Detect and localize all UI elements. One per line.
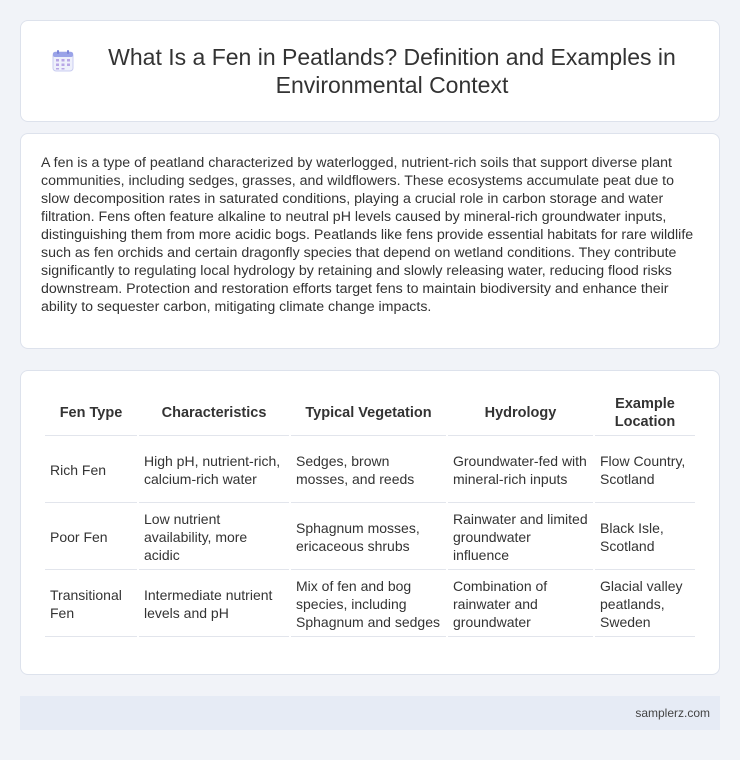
table-card (20, 370, 720, 675)
intro-paragraph: A fen is a type of peatland characterized by waterlogged, nutrient-rich soils that support diverse plant communities, including sedges, grasses, and wildflowers. These ecosystems accumulate peat due to slow decomposition rates in saturated conditions, playing a crucial role in carbon storage and water filtration. Fens often feature alkaline to neutral pH levels caused by mineral-rich groundwater inputs, distinguishing them from more acidic bogs. Peatlands like fens provide essential habitats for rare wildlife such as fen orchids and certain dragonfly species that depend on wetland conditions. They contribute significantly to regulating local hydrology by retaining and slowly releasing water, reducing flood risks downstream. Protection and restoration efforts target fens to maintain biodiversity and enhance their ability to sequester carbon, mitigating climate change impacts. (41, 155, 694, 315)
calendar-icon (51, 49, 75, 73)
cell-vegetation: Sedges, brown mosses, and reeds (291, 438, 446, 503)
intro-card (20, 133, 720, 349)
cell-characteristics: Low nutrient availability, more acidic (139, 505, 289, 570)
cell-hydrology: Groundwater-fed with mineral-rich inputs (448, 438, 593, 503)
cell-fen-type: Transitional Fen (45, 572, 137, 637)
header-fen-type: Fen Type (45, 391, 137, 436)
page-title: What Is a Fen in Peatlands? Definition and Examples in Environmental Context (108, 44, 676, 98)
header-hydrology: Hydrology (448, 391, 593, 436)
cell-location: Black Isle, Scotland (595, 505, 695, 570)
table-row (45, 572, 695, 637)
cell-characteristics: Intermediate nutrient levels and pH (139, 572, 289, 637)
footer-site-link[interactable]: samplerz.com (635, 706, 710, 720)
cell-vegetation: Sphagnum mosses, ericaceous shrubs (291, 505, 446, 570)
cell-location: Glacial valley peatlands, Sweden (595, 572, 695, 637)
fen-types-table (43, 389, 697, 639)
table-row (45, 438, 695, 503)
cell-fen-type: Poor Fen (45, 505, 137, 570)
title-wrap (51, 43, 689, 99)
footer-bar (20, 696, 720, 730)
cell-location: Flow Country, Scotland (595, 438, 695, 503)
title-card (20, 20, 720, 122)
cell-hydrology: Combination of rainwater and groundwater (448, 572, 593, 637)
table-row (45, 505, 695, 570)
table-header-row (45, 391, 695, 436)
cell-characteristics: High pH, nutrient-rich, calcium-rich water (139, 438, 289, 503)
header-example-location: Example Location (595, 391, 695, 436)
cell-hydrology: Rainwater and limited groundwater influence (448, 505, 593, 570)
header-characteristics: Characteristics (139, 391, 289, 436)
header-typical-vegetation: Typical Vegetation (291, 391, 446, 436)
cell-fen-type: Rich Fen (45, 438, 137, 503)
cell-vegetation: Mix of fen and bog species, including Sphagnum and sedges (291, 572, 446, 637)
